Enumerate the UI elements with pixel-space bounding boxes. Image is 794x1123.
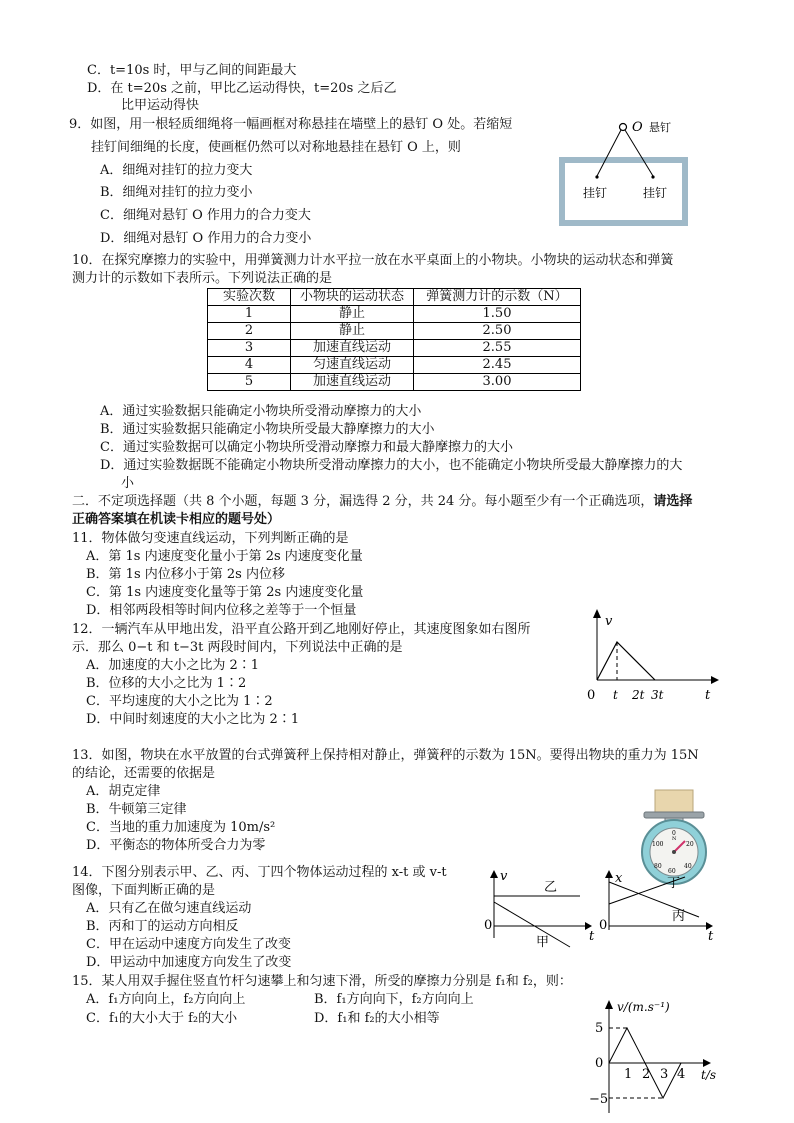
x-tick-2: 2 [642,1067,651,1082]
right-peg-dot [651,175,654,178]
label-jia: 甲 [536,935,550,950]
table-cell: 加速直线运动 [291,340,414,357]
x-axis-arrow [703,1059,711,1067]
origin-label: 0 [599,918,608,933]
origin-label: 0 [484,918,493,933]
q9-stem: 9．如图，用一根轻质细绳将一幅画框对称悬挂在墙壁上的悬钉 O 处。若缩短 [69,117,513,132]
q14-option-c: C．甲在运动中速度方向发生了改变 [86,937,291,952]
q13-stem-cont: 的结论，还需要的依据是 [72,766,216,781]
q10-option-d-cont: 小 [121,476,135,491]
q12-option-a: A．加速度的大小之比为 2∶1 [86,658,260,673]
q10-option-d: D．通过实验数据既不能确定小物块所受滑动摩擦力的大小，也不能确定小物块所受最大静摩擦力的大 [100,458,683,473]
q12-option-b: B．位移的大小之比为 1∶2 [86,676,247,691]
table-header: 小物块的运动状态 [291,289,414,306]
velocity-line [597,642,655,680]
q15-stem: 15．某人用双手握住竖直竹杆匀速攀上和匀速下滑，所受的摩擦力分别是 f₁和 f₂，则： [72,974,572,989]
table-cell: 静止 [291,323,414,340]
prev-option-d: D．在 t=20s 之前，甲比乙运动得快，t=20s 之后乙 [87,81,397,96]
table-row [208,323,581,340]
q12-stem: 12．一辆汽车从甲地出发，沿平直公路开到乙地刚好停止，其速度图象如右图所 [72,622,531,637]
x-label: t [589,929,595,944]
q14-xt-graph [595,868,720,948]
y-tick-5: 5 [595,1021,604,1036]
table-row [208,306,581,323]
q12-stem-cont: 示．那么 0−t 和 t−3t 两段时间内，下列说法中正确的是 [72,640,403,655]
table-cell: 匀速直线运动 [291,357,414,374]
q10-stem-cont: 测力计的示数如下表所示。下列说法正确的是 [72,271,333,286]
q10-stem: 10．在探究摩擦力的实验中，用弹簧测力计水平拉一放在水平桌面上的小物块。小物块的运动状态和弹簧 [72,253,674,268]
label-yi: 乙 [544,880,558,895]
table-cell: 3 [208,340,291,357]
table-row [208,340,581,357]
tick-t: t [613,688,618,702]
q11-option-c: C．第 1s 内速度变化量等于第 2s 内速度变化量 [86,585,364,600]
y-label: x [615,871,623,886]
table-cell: 2.45 [414,357,581,374]
x-tick-3: 3 [660,1067,669,1082]
x-tick-4: 4 [677,1067,686,1082]
o-label: O [632,120,643,135]
table-header-row [208,289,581,306]
q10-data-table [207,288,581,391]
left-string [597,130,621,176]
section2-bold: 请选择 [653,494,693,509]
y-tick-neg5: −5 [589,1092,609,1107]
y-axis-arrow [593,609,601,618]
q10-option-c: C．通过实验数据可以确定小物块所受滑动摩擦力和最大静摩擦力的大小 [100,440,513,455]
y-label: v [500,869,508,884]
scale-pan [644,812,704,818]
left-peg-label: 挂钉 [583,186,608,200]
q14-option-b: B．丙和丁的运动方向相反 [86,919,239,934]
q9-option-a: A．细绳对挂钉的拉力变大 [100,163,253,178]
q15-velocity-graph [585,995,720,1120]
table-cell: 4 [208,357,291,374]
section2-text: 二．不定项选择题（共 8 个小题，每题 3 分，漏选得 2 分，共 24 分。每小题至少有一个正确选项， [72,494,654,509]
q12-velocity-graph [585,608,720,703]
right-string [625,130,653,176]
mark-100: 100 [652,841,664,848]
table-cell: 3.00 [414,374,581,391]
tick-3t: 3t [651,688,664,702]
q13-option-b: B．牛顿第三定律 [86,802,187,817]
label-bing: 丙 [672,909,686,924]
section2-heading-cont: 正确答案填在机读卡相应的题号处） [72,512,281,527]
left-peg-dot [595,175,598,178]
nail-o [620,124,627,131]
x-label: t [708,929,714,944]
y-label: v [605,614,613,629]
q14-stem: 14．下图分别表示甲、乙、丙、丁四个物体运动过程的 x-t 或 v-t [72,865,447,880]
x-label: t [705,688,711,703]
block [655,790,693,812]
label-ding: 丁 [667,876,681,891]
q14-option-d: D．甲运动中加速度方向发生了改变 [86,955,292,970]
q13-stem: 13．如图，物块在水平放置的台式弹簧秤上保持相对静止，弹簧秤的示数为 15N。要得出物块的重力为 15N [72,748,699,763]
y-axis-arrow [605,1000,613,1009]
tick-2t: 2t [632,688,645,702]
line-jia [494,902,570,947]
table-cell: 2 [208,323,291,340]
y-label: v/(m.s⁻¹) [617,1000,670,1014]
q10-option-a: A．通过实验数据只能确定小物块所受滑动摩擦力的大小 [100,404,422,419]
table-cell: 2.55 [414,340,581,357]
mark-80: 80 [654,863,662,870]
mark-40: 40 [684,863,692,870]
prev-option-c: C．t=10s 时，甲与乙间的间距最大 [87,63,297,78]
table-header: 实验次数 [208,289,291,306]
q15-option-c: C．f₁的大小大于 f₂的大小 [86,1011,238,1026]
q11-option-a: A．第 1s 内速度变化量小于第 2s 内速度变化量 [86,549,363,564]
table-row [208,374,581,391]
q15-option-d: D．f₁和 f₂的大小相等 [314,1011,440,1026]
q15-option-a: A．f₁方向向上，f₂方向向上 [86,992,246,1007]
nail-label: 悬钉 [649,121,671,134]
right-peg-label: 挂钉 [643,186,668,200]
table-row [208,357,581,374]
q9-option-b: B．细绳对挂钉的拉力变小 [100,185,253,200]
needle-pivot [672,850,676,854]
table-cell: 加速直线运动 [291,374,414,391]
q9-stem-cont: 挂钉间细绳的长度，使画框仍然可以对称地悬挂在悬钉 O 上，则 [91,140,461,155]
q10-option-b: B．通过实验数据只能确定小物块所受最大静摩擦力的大小 [100,422,435,437]
q12-option-c: C．平均速度的大小之比为 1∶2 [86,694,273,709]
q9-option-c: C．细绳对悬钉 O 作用力的合力变大 [100,208,311,223]
y-axis-arrow [605,870,613,878]
x-tick-1: 1 [624,1067,633,1082]
mark-20: 20 [686,841,694,848]
table-cell: 静止 [291,306,414,323]
q11-option-b: B．第 1s 内位移小于第 2s 内位移 [86,567,285,582]
q14-option-a: A．只有乙在做匀速直线运动 [86,901,252,916]
table-header: 弹簧测力计的示数（N） [414,289,581,306]
table-cell: 1 [208,306,291,323]
section2-heading [72,494,692,510]
q13-option-c: C．当地的重力加速度为 10m/s² [86,820,276,835]
x-label: t/s [701,1068,717,1082]
mark-0: 0 [672,830,676,837]
q13-option-a: A．胡克定律 [86,784,161,799]
y-tick-0: 0 [595,1056,604,1071]
table-cell: 5 [208,374,291,391]
x-axis-arrow [711,676,719,684]
q12-option-d: D．中间时刻速度的大小之比为 2∶1 [86,712,300,727]
table-cell: 1.50 [414,306,581,323]
q9-frame-figure [555,115,695,230]
q11-stem: 11．物体做匀变速直线运动，下列判断正确的是 [72,531,349,546]
prev-option-d-cont: 比甲运动得快 [121,98,200,113]
q14-stem-cont: 图像，下面判断正确的是 [72,883,216,898]
mark-60: 60 [668,868,676,875]
origin-label: 0 [587,688,596,703]
scale-unit: N [672,836,677,842]
table-cell: 2.50 [414,323,581,340]
q14-vt-graph [482,868,595,950]
q15-option-b: B．f₁方向向下，f₂方向向上 [314,992,474,1007]
y-axis-arrow [490,870,498,878]
q13-option-d: D．平衡态的物体所受合力为零 [86,838,266,853]
q9-option-d: D．细绳对悬钉 O 作用力的合力变小 [100,231,312,246]
q11-option-d: D．相邻两段相等时间内位移之差等于一个恒量 [86,603,357,618]
